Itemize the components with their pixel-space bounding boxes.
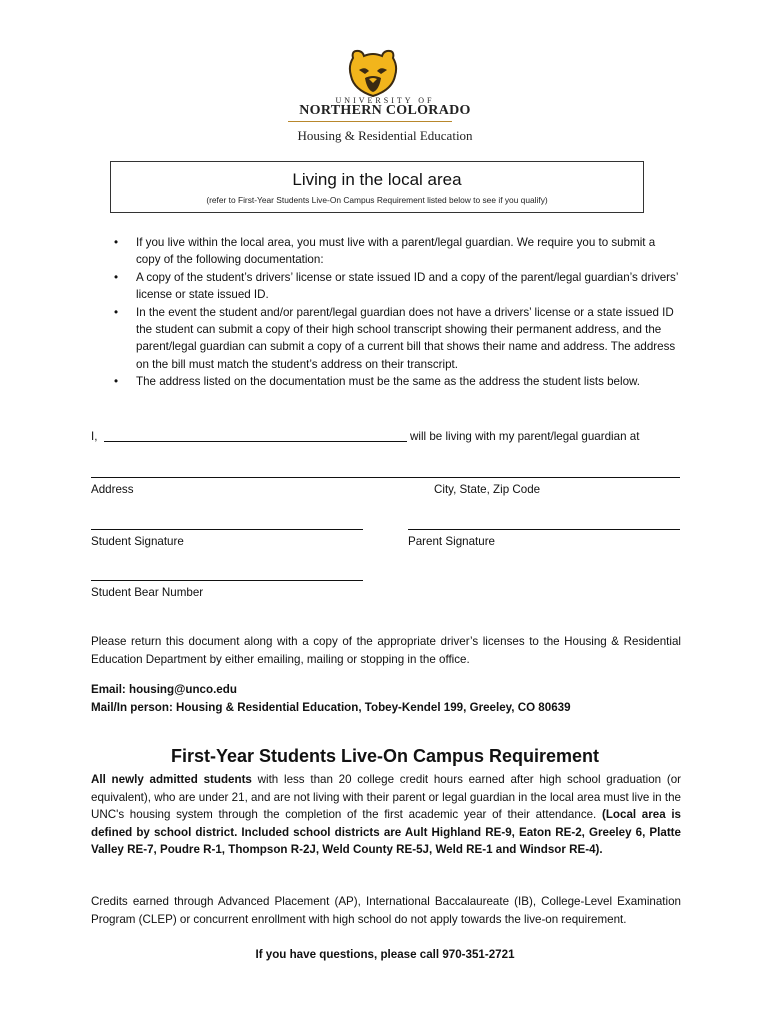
student-name-field[interactable] <box>104 441 407 442</box>
address-field[interactable] <box>91 477 680 478</box>
requirements-list <box>110 234 680 391</box>
questions-line: If you have questions, please call 970-351-2721 <box>255 948 515 961</box>
living-with-text: will be living with my parent/legal guardian at <box>410 430 640 443</box>
page-subtitle: (refer to First-Year Students Live-On Campus Requirement listed below to see if you qualify) <box>206 195 548 205</box>
bear-number-field[interactable] <box>91 580 363 581</box>
student-signature-field[interactable] <box>91 529 363 530</box>
return-instructions: Please return this document along with a copy of the appropriate driver’s licenses to the Housing & Residential Education Department by either emailing, mailing or stopping in the office. <box>91 635 681 666</box>
contact-email: Email: housing@unco.edu <box>91 683 237 696</box>
list-item: • The address listed on the documentation must be the same as the address the student lists below. <box>110 373 680 390</box>
i-prefix: I, <box>91 430 98 443</box>
title-box <box>110 161 644 213</box>
list-item: • If you live within the local area, you must live with a parent/legal guardian. We require you to submit a copy of the following documentation: <box>110 234 680 269</box>
requirement-districts: (Local area is defined by school district. Included school districts are Ault Highland RE-9, Eaton RE-2, Greeley 6, Platte Valley RE-7, Poudre R-1, Thompson R-2J, Weld County RE-5J, Weld RE-1 and Windsor RE-4). <box>91 808 681 857</box>
address-label: Address <box>91 483 134 496</box>
parent-signature-label: Parent Signature <box>408 535 496 548</box>
list-item: • In the event the student and/or parent/legal guardian does not have a drivers’ license or a state issued ID the student can submit a copy of their high school transcript showing their permanent address, and the parent/legal guardian can submit a copy of a current bill that shows their name and address. The address on the bill must match the student’s address on their transcript. <box>110 304 680 374</box>
requirement-body: with less than 20 college credit hours earned after high school graduation (or equivalent), who are under 21, and are not living with their parent or legal guardian in the local area must live in the UNC's housing system through the completion of the first academic year of their attendance. <box>91 773 682 822</box>
bear-number-label: Student Bear Number <box>91 586 204 599</box>
student-signature-label: Student Signature <box>91 535 184 548</box>
requirement-paragraph <box>91 771 681 859</box>
bear-mascot-icon <box>345 48 401 98</box>
page-title: Living in the local area <box>292 170 462 189</box>
credits-paragraph: Credits earned through Advanced Placement (AP), International Baccalaureate (IB), College-Level Examination Program (CLEP) or concurrent enrollment with high school do not apply towards the live-on requirement. <box>91 895 681 926</box>
requirement-lead: All newly admitted students <box>91 773 252 786</box>
city-state-zip-label: City, State, Zip Code <box>434 483 541 496</box>
list-item: • A copy of the student’s drivers’ license or state issued ID and a copy of the parent/legal guardian’s drivers’ license or state issued ID. <box>110 269 680 304</box>
university-small-text: UNIVERSITY OF <box>335 96 435 105</box>
university-name: NORTHERN COLORADO <box>299 103 471 118</box>
department-name: Housing & Residential Education <box>297 128 473 143</box>
contact-mail: Mail/In person: Housing & Residential Education, Tobey-Kendel 199, Greeley, CO 80639 <box>91 701 571 714</box>
parent-signature-field[interactable] <box>408 529 680 530</box>
requirement-heading: First-Year Students Live-On Campus Requirement <box>170 746 600 766</box>
logo-divider <box>288 121 452 122</box>
